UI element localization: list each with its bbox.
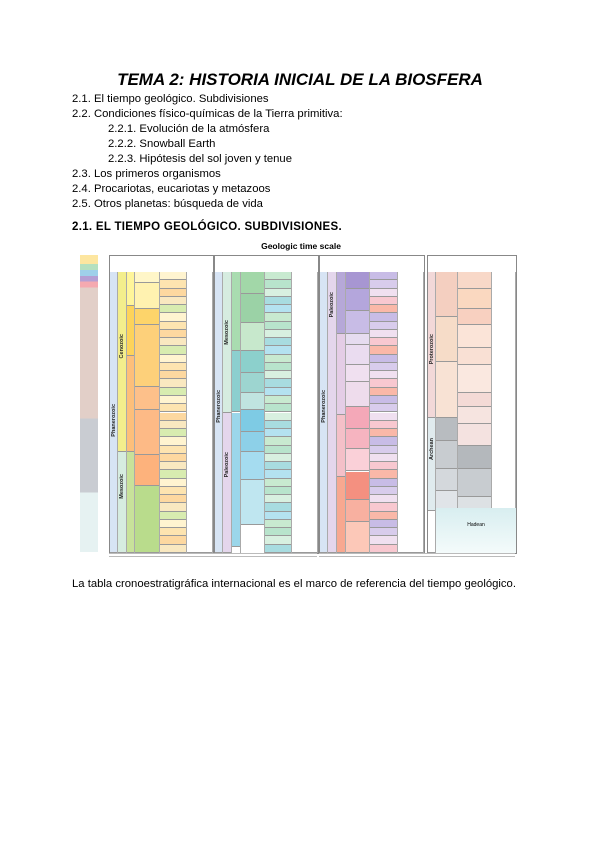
time-unit-block xyxy=(265,371,291,379)
unit-label: Phanerozoic xyxy=(216,390,222,423)
time-unit-block xyxy=(346,345,369,365)
unit-label: Archean xyxy=(429,437,435,460)
time-unit-block xyxy=(436,469,457,491)
time-column xyxy=(232,272,241,553)
time-unit-block xyxy=(160,503,186,511)
time-unit-block xyxy=(265,454,291,462)
time-column xyxy=(398,272,424,553)
time-unit-block xyxy=(160,396,186,404)
time-unit-block xyxy=(160,388,186,396)
time-column xyxy=(187,272,213,553)
time-column xyxy=(135,272,160,553)
time-column xyxy=(337,272,346,553)
figure-footnotes xyxy=(319,553,515,559)
time-unit-block xyxy=(160,330,186,338)
time-unit-block xyxy=(265,512,291,520)
toc-item: 2.1. El tiempo geológico. Subdivisiones xyxy=(72,93,269,105)
time-unit-block xyxy=(370,404,397,412)
time-unit-block xyxy=(337,415,345,477)
time-unit-block xyxy=(458,325,491,347)
time-unit-block xyxy=(241,393,264,410)
unit-label: Mesozoic xyxy=(119,474,125,500)
time-unit-block xyxy=(346,429,369,449)
time-unit-block xyxy=(241,373,264,393)
time-unit-block xyxy=(370,454,397,462)
time-unit-block xyxy=(436,418,457,440)
time-unit-block xyxy=(370,429,397,437)
panel-header xyxy=(320,256,424,273)
time-unit-block xyxy=(436,441,457,469)
section-heading: 2.1. EL TIEMPO GEOLÓGICO. SUBDIVISIONES. xyxy=(72,221,342,233)
time-column xyxy=(215,272,223,553)
figure-footnotes xyxy=(109,553,317,559)
panel-mesozoic-paleozoic xyxy=(214,255,319,554)
toc-item: 2.2.2. Snowball Earth xyxy=(108,138,216,150)
time-unit-block xyxy=(160,479,186,487)
time-unit-block xyxy=(232,351,240,413)
time-column xyxy=(118,272,127,553)
time-unit-block xyxy=(265,388,291,396)
time-column xyxy=(328,272,337,553)
time-column xyxy=(241,272,265,553)
figure-caption: La tabla cronoestratigráfica internacional es el marco de referencia del tiempo geológico. xyxy=(72,578,516,590)
time-unit-block xyxy=(370,437,397,445)
time-unit-block xyxy=(118,452,126,553)
time-unit-block xyxy=(370,379,397,387)
time-unit-block xyxy=(370,462,397,470)
time-unit-block xyxy=(160,429,186,437)
time-unit-block xyxy=(265,396,291,404)
time-unit-block xyxy=(337,272,345,334)
time-scale-strip xyxy=(80,255,98,552)
time-unit-block xyxy=(398,272,423,553)
time-unit-block xyxy=(160,437,186,445)
time-column xyxy=(265,272,292,553)
time-unit-block xyxy=(241,272,264,294)
time-unit-block xyxy=(135,387,159,409)
time-unit-block xyxy=(127,452,134,553)
time-unit-block xyxy=(370,503,397,511)
time-unit-block xyxy=(436,317,457,362)
time-unit-block xyxy=(127,306,134,357)
time-unit-block xyxy=(370,280,397,288)
toc-item: 2.2.3. Hipótesis del sol joven y tenue xyxy=(108,153,292,165)
time-unit-block xyxy=(346,382,369,407)
time-column xyxy=(346,272,370,553)
time-unit-block xyxy=(160,528,186,536)
time-unit-block xyxy=(346,334,369,345)
time-unit-block xyxy=(160,487,186,495)
time-unit-block xyxy=(370,371,397,379)
time-unit-block xyxy=(160,512,186,520)
time-unit-block xyxy=(118,272,126,452)
time-unit-block xyxy=(160,322,186,330)
time-unit-block xyxy=(370,272,397,280)
time-unit-block xyxy=(265,520,291,528)
time-column xyxy=(110,272,118,553)
time-unit-block xyxy=(346,449,369,471)
time-unit-block xyxy=(160,404,186,412)
time-unit-block xyxy=(346,500,369,522)
time-unit-block xyxy=(346,522,369,553)
time-unit-block xyxy=(458,348,491,365)
time-unit-block xyxy=(370,536,397,544)
geologic-time-scale-figure xyxy=(78,240,524,560)
time-unit-block xyxy=(187,272,212,553)
figure-title: Geologic time scale xyxy=(261,241,341,251)
toc-item: 2.4. Procariotas, eucariotas y metazoos xyxy=(72,183,271,195)
time-unit-block xyxy=(458,424,491,446)
time-unit-block xyxy=(265,545,291,553)
time-unit-block xyxy=(370,305,397,313)
time-unit-block xyxy=(370,313,397,321)
time-unit-block xyxy=(160,413,186,421)
time-unit-block xyxy=(436,362,457,418)
time-unit-block xyxy=(337,477,345,553)
time-unit-block xyxy=(458,469,491,497)
time-column xyxy=(292,272,318,553)
time-unit-block xyxy=(241,351,264,373)
unit-label: Mesozoic xyxy=(224,319,230,345)
time-unit-block xyxy=(160,297,186,305)
time-unit-block xyxy=(346,365,369,382)
time-column xyxy=(160,272,187,553)
time-column xyxy=(428,272,436,553)
panel-precambrian xyxy=(427,255,517,554)
time-unit-block xyxy=(265,297,291,305)
table-of-contents xyxy=(72,92,343,212)
time-unit-block xyxy=(160,545,186,553)
time-unit-block xyxy=(370,545,397,553)
time-unit-block xyxy=(265,404,291,412)
time-unit-block xyxy=(265,330,291,338)
page-title: TEMA 2: HISTORIA INICIAL DE LA BIOSFERA xyxy=(117,70,483,89)
toc-item: 2.2.1. Evolución de la atmósfera xyxy=(108,123,270,135)
time-unit-block xyxy=(241,432,264,452)
time-unit-block xyxy=(370,363,397,371)
time-unit-block xyxy=(370,487,397,495)
time-unit-block xyxy=(265,272,291,280)
time-unit-block xyxy=(265,503,291,511)
toc-item: 2.2. Condiciones físico-químicas de la Tierra primitiva: xyxy=(72,108,343,120)
time-column xyxy=(320,272,328,553)
time-unit-block xyxy=(232,413,240,548)
time-unit-block xyxy=(160,313,186,321)
time-unit-block xyxy=(346,289,369,311)
time-unit-block xyxy=(370,520,397,528)
time-unit-block xyxy=(370,446,397,454)
time-unit-block xyxy=(160,338,186,346)
time-column xyxy=(127,272,135,553)
time-unit-block xyxy=(160,462,186,470)
time-unit-block xyxy=(265,429,291,437)
time-unit-block xyxy=(160,379,186,387)
time-unit-block xyxy=(346,407,369,429)
time-unit-block xyxy=(458,446,491,468)
time-unit-block xyxy=(265,305,291,313)
time-unit-block xyxy=(265,379,291,387)
time-unit-block xyxy=(265,487,291,495)
time-unit-block xyxy=(265,462,291,470)
time-unit-block xyxy=(265,289,291,297)
unit-label: Paleozoic xyxy=(329,291,335,318)
time-unit-block xyxy=(127,356,134,452)
unit-label: Paleozoic xyxy=(224,451,230,478)
time-unit-block xyxy=(265,421,291,429)
time-unit-block xyxy=(160,289,186,297)
time-unit-block xyxy=(135,486,159,553)
unit-label: Proterozoic xyxy=(429,333,435,365)
time-unit-block xyxy=(135,272,159,283)
time-unit-block xyxy=(458,407,491,424)
time-unit-block xyxy=(127,272,134,306)
time-unit-block xyxy=(265,280,291,288)
time-unit-block xyxy=(370,421,397,429)
time-unit-block xyxy=(370,396,397,404)
time-unit-block xyxy=(458,309,491,326)
time-unit-block xyxy=(265,470,291,478)
time-unit-block xyxy=(160,346,186,354)
time-unit-block xyxy=(241,294,264,322)
panel-paleozoic xyxy=(319,255,425,554)
time-unit-block xyxy=(370,297,397,305)
time-unit-block xyxy=(241,452,264,480)
time-column xyxy=(370,272,398,553)
time-unit-block xyxy=(346,272,369,289)
time-unit-block xyxy=(265,536,291,544)
time-unit-block xyxy=(436,272,457,317)
time-unit-block xyxy=(160,272,186,280)
time-unit-block xyxy=(265,479,291,487)
time-unit-block xyxy=(232,272,240,351)
time-unit-block xyxy=(160,421,186,429)
time-unit-block xyxy=(265,313,291,321)
time-unit-block xyxy=(135,283,159,308)
time-unit-block xyxy=(370,338,397,346)
time-unit-block xyxy=(160,371,186,379)
time-unit-block xyxy=(370,512,397,520)
panel-header xyxy=(215,256,318,273)
time-unit-block xyxy=(160,446,186,454)
time-unit-block xyxy=(241,410,264,432)
time-unit-block xyxy=(370,388,397,396)
time-unit-block xyxy=(458,289,491,309)
time-unit-block xyxy=(458,365,491,393)
time-unit-block xyxy=(160,454,186,462)
time-unit-block xyxy=(135,309,159,326)
time-unit-block xyxy=(160,355,186,363)
time-unit-block xyxy=(370,528,397,536)
time-unit-block xyxy=(265,446,291,454)
time-unit-block xyxy=(265,413,291,421)
time-unit-block xyxy=(337,334,345,415)
hadean-block: Hadean xyxy=(436,508,516,553)
time-unit-block xyxy=(458,272,491,289)
time-unit-block xyxy=(160,470,186,478)
time-unit-block xyxy=(265,363,291,371)
toc-item: 2.3. Los primeros organismos xyxy=(72,168,221,180)
toc-item: 2.5. Otros planetas: búsqueda de vida xyxy=(72,198,263,210)
time-unit-block xyxy=(160,536,186,544)
time-unit-block xyxy=(241,480,264,525)
time-column xyxy=(223,272,232,553)
unit-label: Phanerozoic xyxy=(111,404,117,437)
panel-cenozoic-mesozoic xyxy=(109,255,214,554)
time-unit-block xyxy=(370,470,397,478)
time-unit-block xyxy=(370,355,397,363)
time-unit-block xyxy=(135,325,159,387)
time-unit-block xyxy=(265,322,291,330)
time-unit-block xyxy=(160,495,186,503)
time-unit-block xyxy=(135,455,159,486)
time-unit-block xyxy=(370,479,397,487)
time-unit-block xyxy=(265,338,291,346)
unit-label: Phanerozoic xyxy=(321,390,327,423)
time-unit-block xyxy=(346,311,369,333)
time-unit-block xyxy=(292,272,317,553)
time-unit-block xyxy=(346,472,369,500)
panel-header xyxy=(428,256,516,273)
time-unit-block xyxy=(458,393,491,407)
time-unit-block xyxy=(135,410,159,455)
time-unit-block xyxy=(370,330,397,338)
time-unit-block xyxy=(265,528,291,536)
time-unit-block xyxy=(370,413,397,421)
time-unit-block xyxy=(265,355,291,363)
time-unit-block xyxy=(428,418,435,511)
time-unit-block xyxy=(265,437,291,445)
time-unit-block xyxy=(370,322,397,330)
time-unit-block xyxy=(160,363,186,371)
time-unit-block xyxy=(265,346,291,354)
time-unit-block xyxy=(370,495,397,503)
unit-label: Cenozoic xyxy=(119,333,125,359)
time-unit-block xyxy=(265,495,291,503)
time-unit-block xyxy=(160,305,186,313)
time-unit-block xyxy=(428,511,435,553)
time-unit-block xyxy=(241,323,264,351)
time-unit-block xyxy=(223,413,231,554)
time-unit-block xyxy=(160,280,186,288)
time-unit-block xyxy=(160,520,186,528)
panel-header xyxy=(110,256,213,273)
time-unit-block xyxy=(370,346,397,354)
time-unit-block xyxy=(370,289,397,297)
